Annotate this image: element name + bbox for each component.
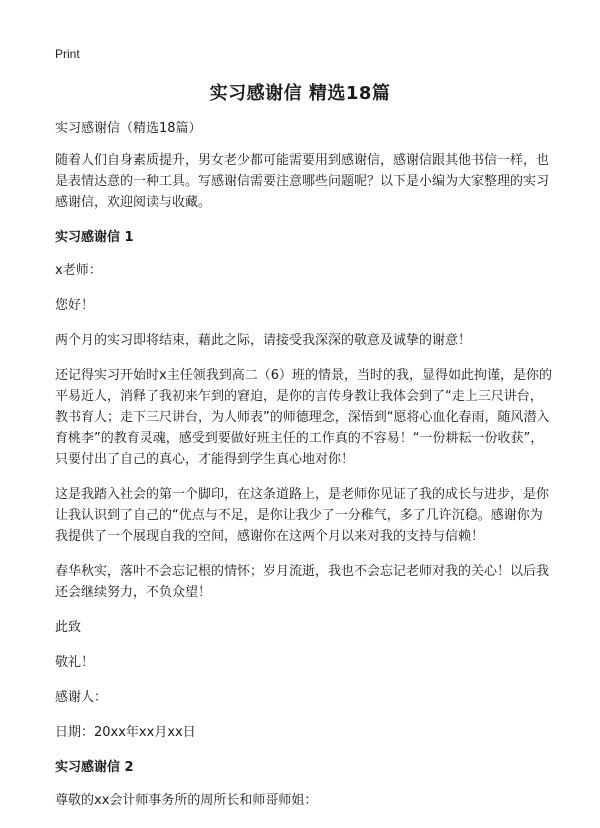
letter-1-heading: 实习感谢信 1 <box>55 230 134 245</box>
document-body <box>55 118 553 820</box>
letter-2-greeting: 尊敬的xx会计师事务所的周所长和师哥师姐： <box>55 793 318 808</box>
letter-1-signer: 感谢人： <box>55 690 108 705</box>
letter-2-heading: 实习感谢信 2 <box>55 760 134 775</box>
intro-paragraph: 随着人们自身素质提升，男女老少都可能需要用到感谢信，感谢信跟其他书信一样，也是表情达意的一种工具。写感谢信需要注意哪些问题呢？以下是小编为大家整理的实习感谢信，欢迎阅读与收藏。 <box>55 153 550 210</box>
letter-1-date: 日期：20xx年xx月xx日 <box>55 725 196 740</box>
letter-1-paragraph-3: 这是我踏入社会的第一个脚印，在这条道路上，是老师你见证了我的成长与进步，是你让我认识到了自己的“优点与不足，是你让我少了一分稚气，多了几许沉稳。感谢你为我提供了一个展现自我的空间，感谢你在这两个月以来对我的支持与信赖！ <box>55 487 550 544</box>
letter-1-paragraph-1: 两个月的实习即将结束，藉此之际，请接受我深深的敬意及诚挚的谢意！ <box>55 333 472 348</box>
letter-1-paragraph-4: 春华秋实，落叶不会忘记根的情怀；岁月流逝，我也不会忘记老师对我的关心！以后我还会继续努力，不负众望！ <box>55 564 550 600</box>
letter-1-greeting: x老师： <box>55 263 102 278</box>
document-subtitle: 实习感谢信（精选18篇） <box>55 121 202 136</box>
letter-1-closing-2: 敬礼！ <box>55 655 95 670</box>
letter-1-closing-1: 此致 <box>55 620 82 635</box>
letter-1-paragraph-2: 还记得实习开始时x主任领我到高二（6）班的情景，当时的我，显得如此拘谨，是你的平易近人，消释了我初来乍到的窘迫，是你的言传身教让我体会到了“走上三尺讲台，教书育人；走下三尺讲台，为人师表”的师德理念，深悟到“愿将心血化春雨，随风潜入育桃李”的教育灵魂，感受到要做好班主任的工作真的不容易！“一份耕耘一份收获”，只要付出了自己的真心，才能得到学生真心地对你！ <box>55 368 552 467</box>
page-title: 实习感谢信 精选18篇 <box>209 83 391 104</box>
print-label: Print <box>55 47 80 61</box>
letter-1-hello: 您好！ <box>55 298 95 313</box>
